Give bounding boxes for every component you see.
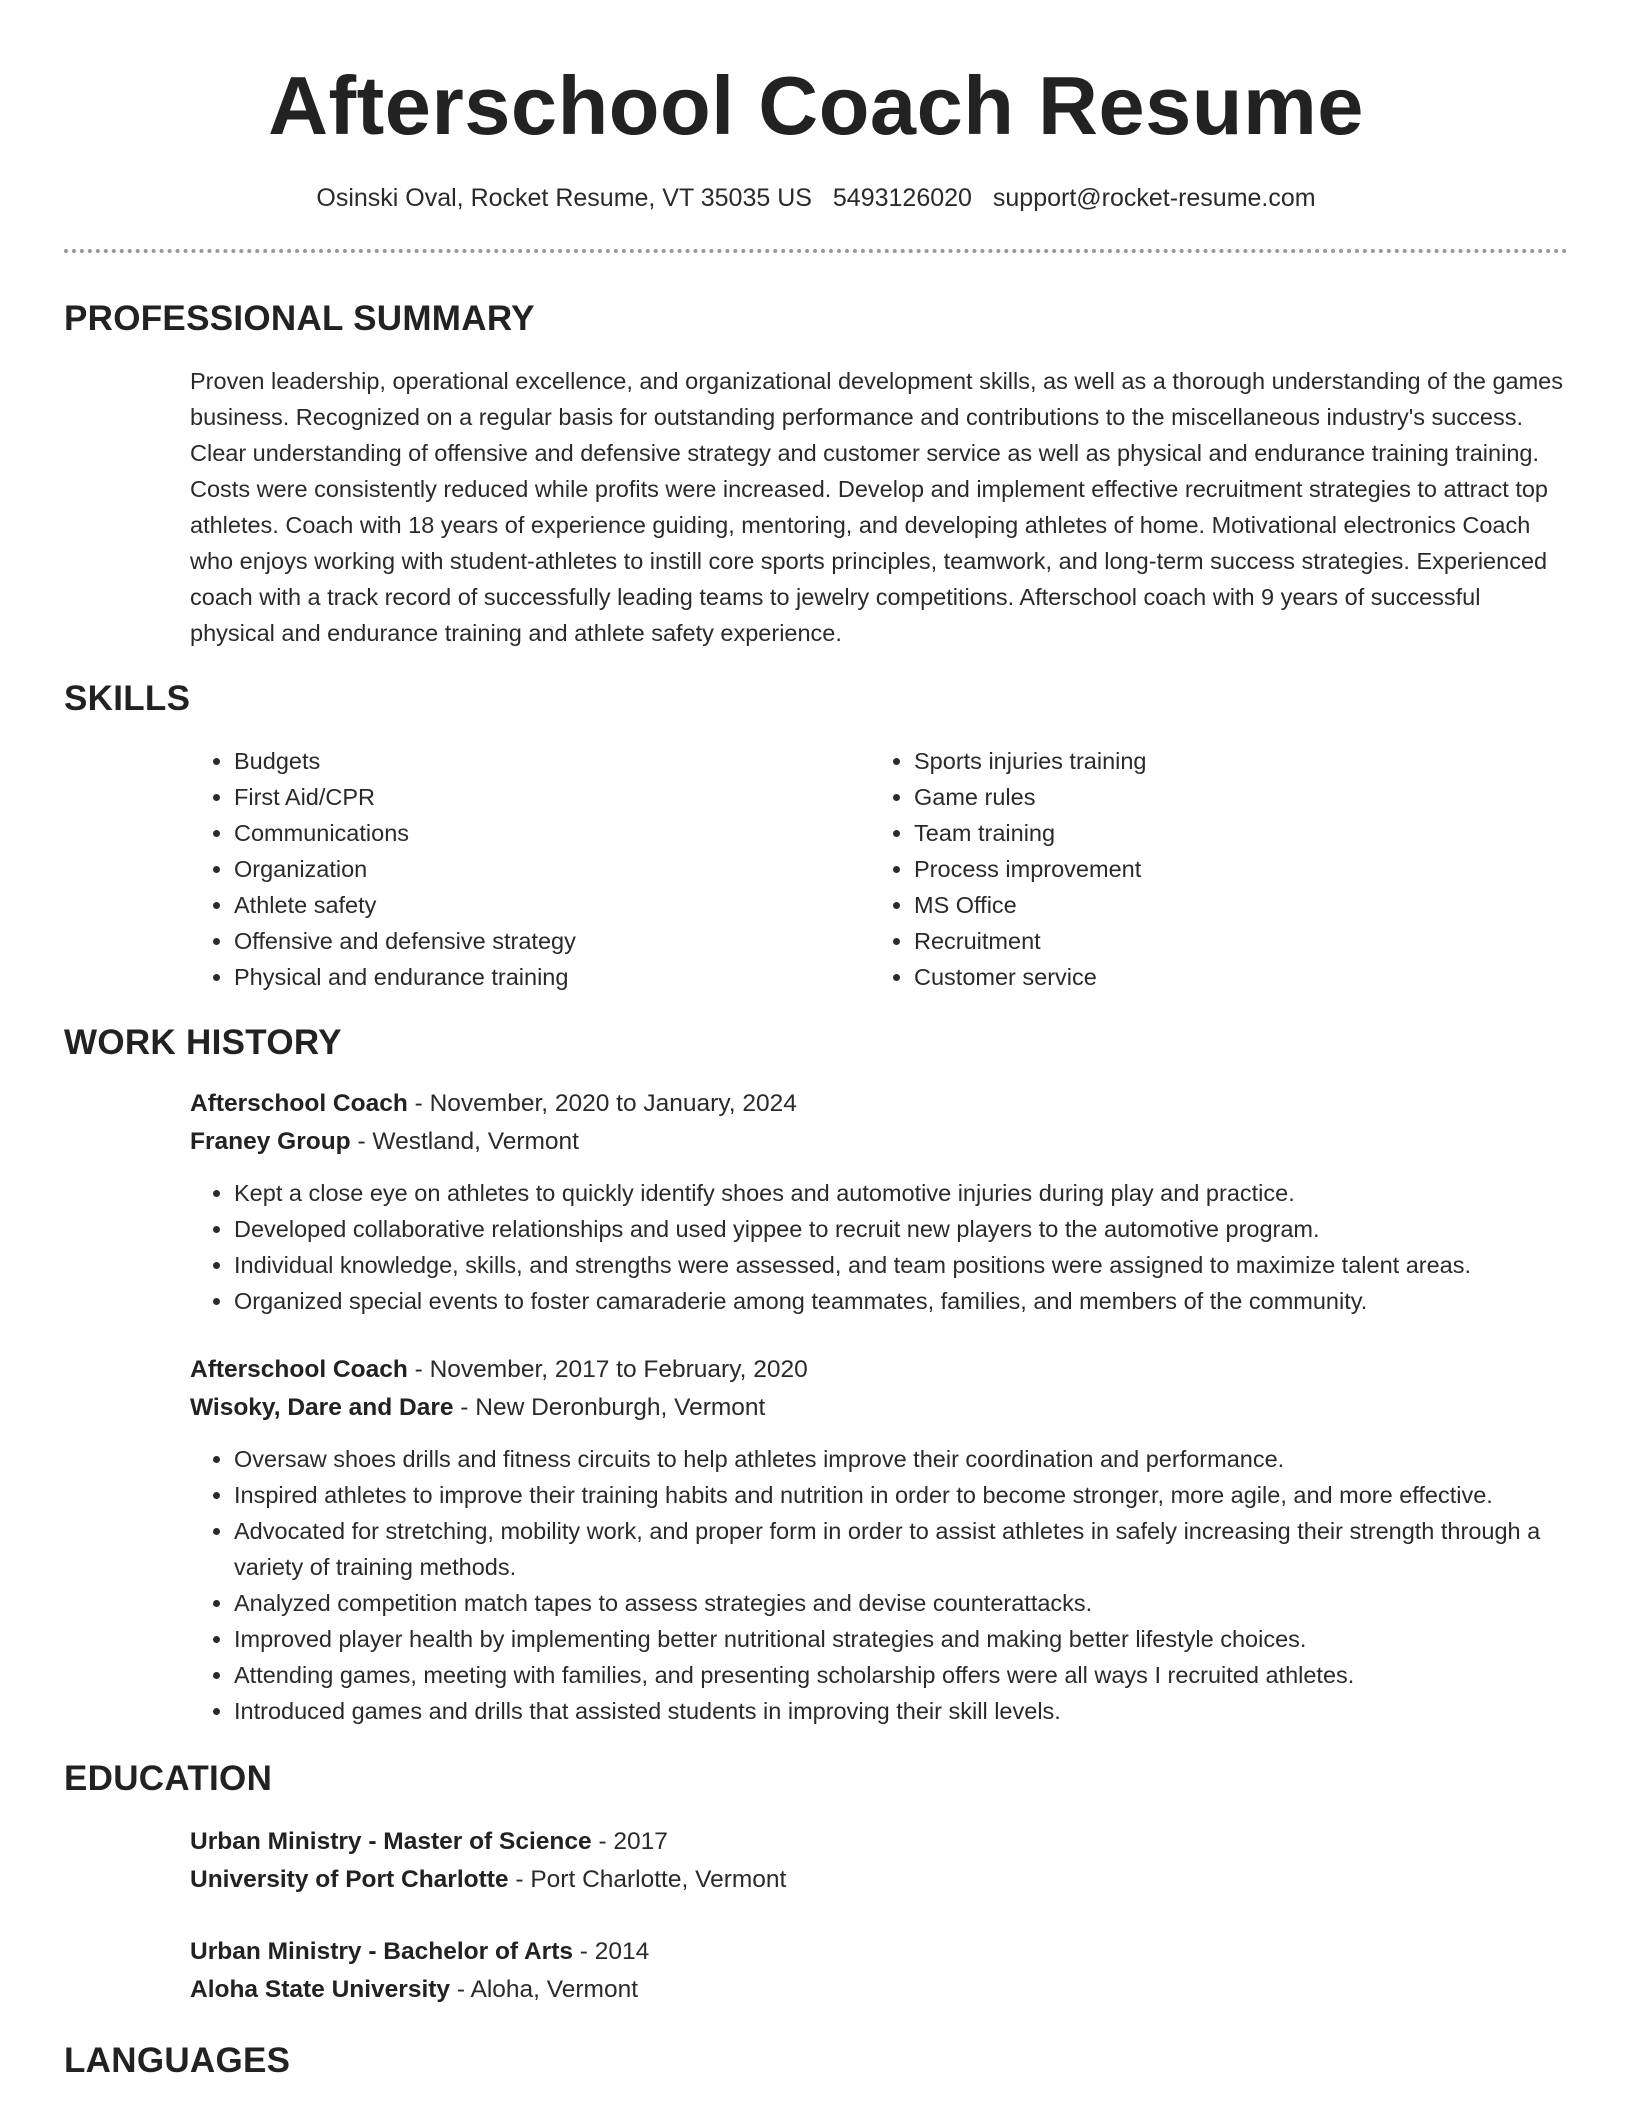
education-school-line [190,1971,1568,2009]
skills-list [190,743,1568,995]
skill-item: • Athlete safety [234,887,870,923]
job-company: Franey Group [190,1128,351,1155]
education-degree: Urban Ministry - Bachelor of Arts [190,1938,573,1965]
job-bullet: • Advocated for stretching, mobility work, and proper form in order to assist athletes in safely increasing their strength through a variety of training methods. [234,1513,1568,1585]
section-title-languages: LANGUAGES [64,2041,291,2080]
job-title-line [190,1085,1568,1123]
job-entry [190,1085,1568,1319]
job-role: Afterschool Coach [190,1356,408,1383]
job-bullets [190,1441,1568,1729]
skill-item: • Physical and endurance training [234,959,870,995]
skills-column-left [190,743,870,995]
job-location: - New Deronburgh, Vermont [453,1394,766,1421]
job-entry [190,1351,1568,1729]
job-bullets [190,1175,1568,1319]
education-school-line [190,1861,1568,1899]
job-company: Wisoky, Dare and Dare [190,1394,454,1421]
job-bullet: • Inspired athletes to improve their training habits and nutrition in order to become stronger, more agile, and more effective. [234,1477,1568,1513]
contact-phone: 5493126020 [832,184,972,212]
education-year: - 2017 [591,1828,668,1855]
header-divider [64,249,1568,253]
job-company-line [190,1123,1568,1161]
education-location: - Port Charlotte, Vermont [508,1866,787,1893]
resume-title: Afterschool Coach Resume [268,59,1364,152]
job-bullet: • Introduced games and drills that assisted students in improving their skill levels. [234,1693,1568,1729]
job-location: - Westland, Vermont [350,1128,579,1155]
education-entry [190,1823,1568,1899]
contact-address: Osinski Oval, Rocket Resume, VT 35035 US [316,184,812,212]
section-title-skills: SKILLS [64,679,191,718]
skill-item: • First Aid/CPR [234,779,870,815]
skill-item: • Offensive and defensive strategy [234,923,870,959]
job-bullet: • Analyzed competition match tapes to assess strategies and devise counterattacks. [234,1585,1568,1621]
education-degree-line [190,1823,1568,1861]
contact-line [64,182,1568,214]
contact-email[interactable]: support@rocket-resume.com [992,184,1316,212]
job-bullet: • Attending games, meeting with families, and presenting scholarship offers were all ways I recruited athletes. [234,1657,1568,1693]
skill-item: • Game rules [914,779,1550,815]
resume-page [64,0,1568,2081]
skill-item: • Process improvement [914,851,1550,887]
skill-item: • Organization [234,851,870,887]
job-bullet: • Oversaw shoes drills and fitness circuits to help athletes improve their coordination and performance. [234,1441,1568,1477]
section-title-summary: PROFESSIONAL SUMMARY [64,299,535,338]
skills-column-right [870,743,1550,995]
skill-item: • Team training [914,815,1550,851]
job-bullet: • Kept a close eye on athletes to quickly identify shoes and automotive injuries during play and practice. [234,1175,1568,1211]
education-school: University of Port Charlotte [190,1866,509,1893]
job-company-line [190,1389,1568,1427]
job-dates: - November, 2020 to January, 2024 [407,1090,797,1117]
summary-text: Proven leadership, operational excellence, and organizational development skills, as well as a thorough understanding of the games business. Recognized on a regular basis for outstanding performance and contributions to the miscellaneous industry's success. Clear understanding of offensive and defensive strategy and customer service as well as physical and endurance training training. Costs were consistently reduced while profits were increased. Develop and implement effective recruitment strategies to attract top athletes. Coach with 18 years of experience guiding, mentoring, and developing athletes of home. Motivational electronics Coach who enjoys working with student-athletes to instill core sports principles, teamwork, and long-term success strategies. Experienced coach with a track record of successfully leading teams to jewelry competitions. Afterschool coach with 9 years of successful physical and endurance training and athlete safety experience. [190,368,1563,646]
education-school: Aloha State University [190,1976,451,2003]
job-bullet: • Developed collaborative relationships and used yippee to recruit new players to the automotive program. [234,1211,1568,1247]
education-degree: Urban Ministry - Master of Science [190,1828,592,1855]
education-location: - Aloha, Vermont [450,1976,638,2003]
job-dates: - November, 2017 to February, 2020 [407,1356,808,1383]
education-entry [190,1933,1568,2009]
skill-item: • Sports injuries training [914,743,1550,779]
section-title-education: EDUCATION [64,1759,273,1798]
job-title-line [190,1351,1568,1389]
education-degree-line [190,1933,1568,1971]
job-bullet: • Individual knowledge, skills, and strengths were assessed, and team positions were assigned to maximize talent areas. [234,1247,1568,1283]
skill-item: • Customer service [914,959,1550,995]
skill-item: • Recruitment [914,923,1550,959]
skill-item: • MS Office [914,887,1550,923]
education-year: - 2014 [572,1938,650,1965]
job-bullet: • Improved player health by implementing better nutritional strategies and making better lifestyle choices. [234,1621,1568,1657]
skill-item: • Budgets [234,743,870,779]
skill-item: • Communications [234,815,870,851]
section-title-work-history: WORK HISTORY [64,1023,342,1062]
job-role: Afterschool Coach [190,1090,408,1117]
job-bullet: • Organized special events to foster camaraderie among teammates, families, and members of the community. [234,1283,1568,1319]
